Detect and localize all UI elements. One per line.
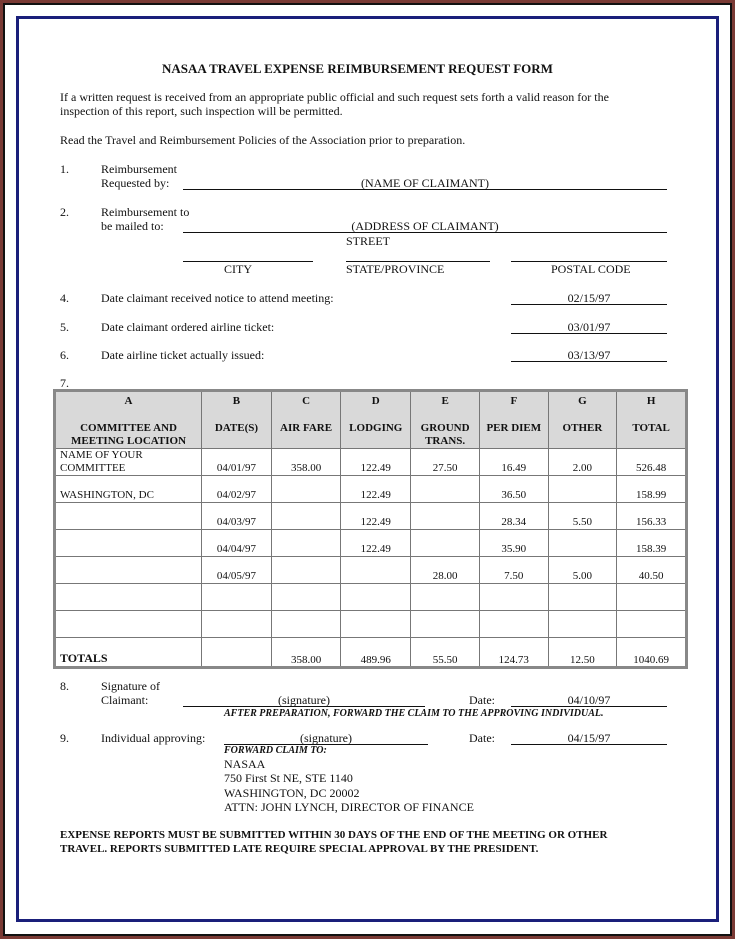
table-cell[interactable]: 158.39 bbox=[617, 530, 687, 557]
column-header bbox=[617, 391, 687, 449]
column-title: AIR FARE bbox=[280, 422, 333, 434]
label: Date airline ticket actually issued: bbox=[101, 348, 265, 362]
state-label: STATE/PROVINCE bbox=[346, 262, 445, 276]
ticket-issued-field[interactable]: 03/13/97 bbox=[511, 348, 667, 362]
table-cell[interactable]: 122.49 bbox=[341, 503, 411, 530]
claimant-name-field[interactable]: (NAME OF CLAIMANT) bbox=[183, 176, 667, 190]
table-cell[interactable] bbox=[480, 584, 549, 611]
label: Individual approving: bbox=[101, 731, 206, 745]
table-cell[interactable]: 122.49 bbox=[341, 449, 411, 476]
column-letter: C bbox=[302, 395, 311, 407]
table-cell[interactable] bbox=[617, 611, 687, 638]
column-letter: G bbox=[578, 395, 587, 407]
label: Date claimant ordered airline ticket: bbox=[101, 320, 275, 334]
table-cell[interactable]: 04/05/97 bbox=[202, 557, 272, 584]
table-cell[interactable]: 28.34 bbox=[480, 503, 549, 530]
table-cell[interactable] bbox=[617, 584, 687, 611]
column-header bbox=[202, 391, 272, 449]
column-header bbox=[55, 391, 202, 449]
table-cell[interactable] bbox=[271, 476, 341, 503]
column-title: GROUND TRANS. bbox=[420, 422, 470, 447]
item-number: 2. bbox=[60, 205, 69, 219]
table-cell[interactable]: 526.48 bbox=[617, 449, 687, 476]
totals-label: TOTALS bbox=[55, 638, 202, 668]
city-label: CITY bbox=[224, 262, 252, 276]
approval-date-field[interactable]: 04/15/97 bbox=[511, 731, 667, 745]
table-cell[interactable] bbox=[271, 530, 341, 557]
table-cell[interactable] bbox=[341, 611, 411, 638]
column-title: DATE(S) bbox=[214, 422, 259, 434]
table-row bbox=[55, 503, 687, 530]
column-title: PER DIEM bbox=[486, 422, 542, 434]
totals-row bbox=[55, 638, 687, 668]
claim-date-field[interactable]: 04/10/97 bbox=[511, 693, 667, 707]
label: Claimant: bbox=[101, 693, 149, 707]
total-cell: 12.50 bbox=[548, 638, 617, 668]
date-label: Date: bbox=[469, 731, 495, 745]
table-cell[interactable]: 5.50 bbox=[548, 503, 617, 530]
intro-line-1: If a written request is received from an appropriate public official and such request sets forth a valid reason for the bbox=[60, 90, 609, 104]
expense-table bbox=[53, 389, 688, 669]
table-cell[interactable]: 156.33 bbox=[617, 503, 687, 530]
table-row bbox=[55, 557, 687, 584]
table-cell[interactable] bbox=[55, 611, 202, 638]
intro-line-2: inspection of this report, such inspection will be permitted. bbox=[60, 104, 343, 118]
label: Requested by: bbox=[101, 176, 170, 190]
table-cell[interactable] bbox=[271, 557, 341, 584]
table-cell[interactable]: 40.50 bbox=[617, 557, 687, 584]
table-cell[interactable]: 122.49 bbox=[341, 476, 411, 503]
table-cell[interactable]: 36.50 bbox=[480, 476, 549, 503]
label: Reimbursement to bbox=[101, 205, 190, 219]
address-line: 750 First St NE, STE 1140 bbox=[224, 771, 353, 785]
table-cell[interactable]: 04/04/97 bbox=[202, 530, 272, 557]
table-cell[interactable] bbox=[411, 611, 480, 638]
total-cell: 1040.69 bbox=[617, 638, 687, 668]
column-header bbox=[271, 391, 341, 449]
table-row bbox=[55, 584, 687, 611]
footer-notice-1: EXPENSE REPORTS MUST BE SUBMITTED WITHIN 30 DAYS OF THE END OF THE MEETING OR OTHER bbox=[60, 829, 608, 841]
intro-line-3: Read the Travel and Reimbursement Policies of the Association prior to preparation. bbox=[60, 133, 466, 147]
address-line: ATTN: JOHN LYNCH, DIRECTOR OF FINANCE bbox=[224, 800, 474, 814]
column-letter: H bbox=[646, 395, 656, 407]
item-number: 6. bbox=[60, 348, 69, 362]
column-letter: E bbox=[441, 395, 449, 407]
table-cell[interactable] bbox=[548, 530, 617, 557]
claimant-signature-field[interactable]: (signature) bbox=[183, 693, 425, 707]
table-cell[interactable]: 04/01/97 bbox=[202, 449, 272, 476]
total-cell: 358.00 bbox=[271, 638, 341, 668]
table-cell[interactable] bbox=[271, 611, 341, 638]
table-cell[interactable] bbox=[341, 557, 411, 584]
table-cell[interactable] bbox=[55, 503, 202, 530]
street-label: STREET bbox=[346, 234, 390, 248]
table-cell[interactable]: 158.99 bbox=[617, 476, 687, 503]
address-field[interactable]: (ADDRESS OF CLAIMANT) bbox=[183, 219, 667, 233]
table-cell[interactable]: 122.49 bbox=[341, 530, 411, 557]
postal-label: POSTAL CODE bbox=[551, 262, 631, 276]
form-title: NASAA TRAVEL EXPENSE REIMBURSEMENT REQUEST FORM bbox=[162, 61, 553, 76]
table-cell[interactable]: 04/02/97 bbox=[202, 476, 272, 503]
label: Reimbursement bbox=[101, 162, 177, 176]
item-number: 7. bbox=[60, 376, 69, 390]
column-title: TOTAL bbox=[632, 422, 670, 434]
table-cell[interactable]: 04/03/97 bbox=[202, 503, 272, 530]
state-field[interactable] bbox=[346, 248, 490, 262]
approver-signature-field[interactable]: (signature) bbox=[224, 731, 428, 745]
table-cell[interactable]: NAME OF YOUR COMMITTEE bbox=[55, 449, 202, 476]
postal-field[interactable] bbox=[511, 248, 667, 262]
ticket-ordered-field[interactable]: 03/01/97 bbox=[511, 320, 667, 334]
total-cell: 489.96 bbox=[341, 638, 411, 668]
table-row bbox=[55, 476, 687, 503]
table-cell[interactable] bbox=[55, 530, 202, 557]
table-cell[interactable] bbox=[411, 584, 480, 611]
table-cell[interactable]: 16.49 bbox=[480, 449, 549, 476]
date-label: Date: bbox=[469, 693, 495, 707]
table-cell[interactable]: 35.90 bbox=[480, 530, 549, 557]
column-header bbox=[411, 391, 480, 449]
table-cell[interactable] bbox=[548, 476, 617, 503]
table-cell[interactable]: 28.00 bbox=[411, 557, 480, 584]
table-cell[interactable]: 5.00 bbox=[548, 557, 617, 584]
table-cell[interactable] bbox=[271, 503, 341, 530]
table-cell[interactable] bbox=[548, 584, 617, 611]
forward-note: AFTER PREPARATION, FORWARD THE CLAIM TO THE APPROVING INDIVIDUAL. bbox=[224, 708, 604, 719]
column-title: LODGING bbox=[349, 422, 403, 434]
item-number: 1. bbox=[60, 162, 69, 176]
table-row bbox=[55, 611, 687, 638]
total-cell bbox=[202, 638, 272, 668]
item-number: 4. bbox=[60, 291, 69, 305]
city-field[interactable] bbox=[183, 248, 313, 262]
label: Date claimant received notice to attend meeting: bbox=[101, 291, 334, 305]
item-number: 8. bbox=[60, 679, 69, 693]
table-cell[interactable]: WASHINGTON, DC bbox=[55, 476, 202, 503]
item-number: 5. bbox=[60, 320, 69, 334]
table-cell[interactable]: 2.00 bbox=[548, 449, 617, 476]
table-row bbox=[55, 449, 687, 476]
address-line: NASAA bbox=[224, 757, 266, 771]
table-cell[interactable] bbox=[202, 611, 272, 638]
table-cell[interactable] bbox=[411, 476, 480, 503]
table-cell[interactable]: 27.50 bbox=[411, 449, 480, 476]
table-cell[interactable] bbox=[411, 530, 480, 557]
total-cell: 124.73 bbox=[480, 638, 549, 668]
footer-notice-2: TRAVEL. REPORTS SUBMITTED LATE REQUIRE SPECIAL APPROVAL BY THE PRESIDENT. bbox=[60, 843, 539, 855]
forward-claim-label: FORWARD CLAIM TO: bbox=[224, 745, 327, 756]
table-header-row bbox=[55, 391, 687, 449]
item-number: 9. bbox=[60, 731, 69, 745]
table-cell[interactable] bbox=[271, 584, 341, 611]
column-title: OTHER bbox=[562, 422, 603, 434]
table-cell[interactable] bbox=[548, 611, 617, 638]
column-header bbox=[548, 391, 617, 449]
column-letter: A bbox=[124, 395, 133, 407]
column-letter: F bbox=[510, 395, 518, 407]
table-cell[interactable]: 7.50 bbox=[480, 557, 549, 584]
total-cell: 55.50 bbox=[411, 638, 480, 668]
table-cell[interactable] bbox=[480, 611, 549, 638]
label: Signature of bbox=[101, 679, 160, 693]
table-cell[interactable] bbox=[202, 584, 272, 611]
table-row bbox=[55, 530, 687, 557]
column-title: COMMITTEE AND MEETING LOCATION bbox=[71, 422, 187, 447]
label: be mailed to: bbox=[101, 219, 164, 233]
column-letter: B bbox=[232, 395, 241, 407]
notice-date-field[interactable]: 02/15/97 bbox=[511, 291, 667, 305]
table-cell[interactable] bbox=[55, 584, 202, 611]
table-cell[interactable] bbox=[341, 584, 411, 611]
table-cell[interactable]: 358.00 bbox=[271, 449, 341, 476]
table-cell[interactable] bbox=[55, 557, 202, 584]
column-header bbox=[480, 391, 549, 449]
column-header bbox=[341, 391, 411, 449]
column-letter: D bbox=[371, 395, 380, 407]
table-cell[interactable] bbox=[411, 503, 480, 530]
address-line: WASHINGTON, DC 20002 bbox=[224, 786, 360, 800]
